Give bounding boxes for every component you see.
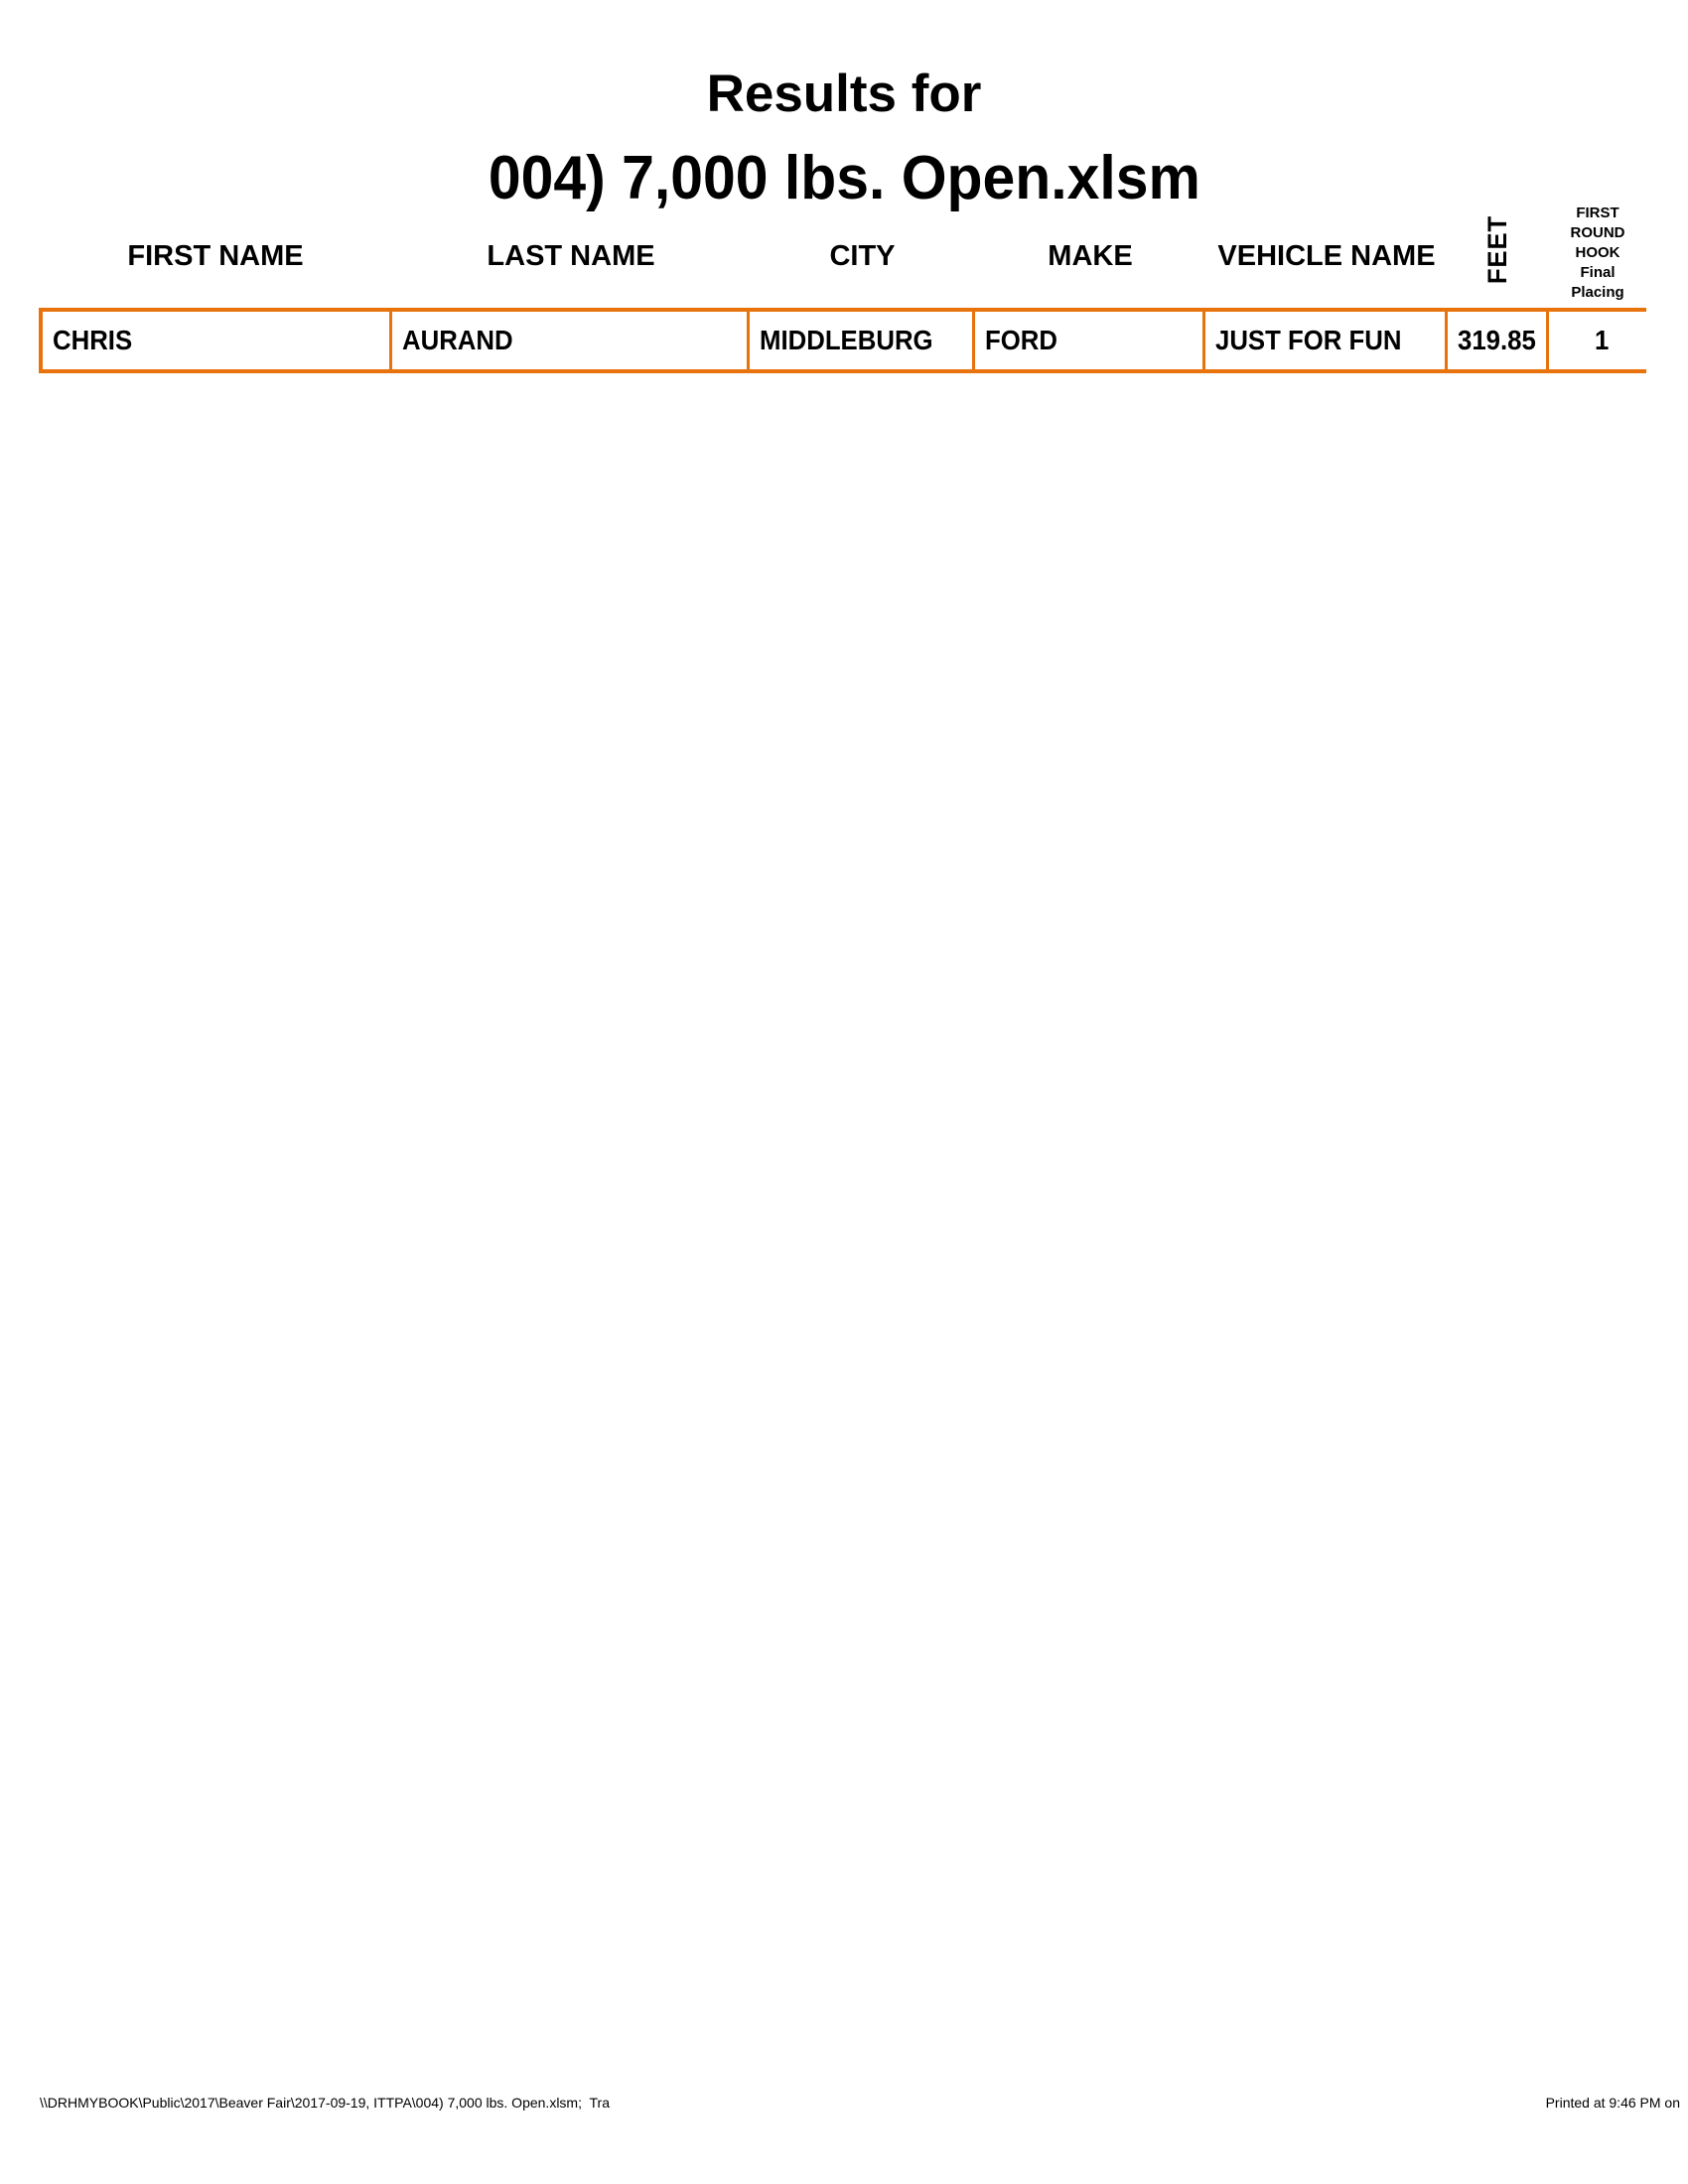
- cell-make: FORD: [975, 312, 1205, 369]
- table-header-row: [39, 194, 1646, 306]
- column-header-last-name: LAST NAME: [487, 240, 655, 272]
- footer-file-path: \\DRHMYBOOK\Public\2017\Beaver Fair\2017-09-19, ITTPA\004) 7,000 lbs. Open.xlsm; Tra: [40, 2095, 610, 2111]
- cell-vehicle-name: JUST FOR FUN: [1205, 312, 1448, 369]
- column-header-make: MAKE: [1048, 240, 1133, 272]
- placing-header-line1: FIRST: [1576, 205, 1619, 221]
- report-subtitle-filename: 004) 7,000 lbs. Open.xlsm: [488, 144, 1200, 212]
- cell-city: MIDDLEBURG: [750, 312, 975, 369]
- placing-header-line5: Placing: [1571, 284, 1624, 301]
- column-header-feet-rotated: [1448, 194, 1549, 306]
- column-header-vehicle-name: VEHICLE NAME: [1217, 240, 1436, 272]
- cell-final-placing: 1: [1595, 325, 1610, 355]
- footer-printed-timestamp: Printed at 9:46 PM on: [1545, 2095, 1680, 2111]
- column-header-first-name: FIRST NAME: [127, 240, 304, 272]
- table-row: [39, 308, 1646, 373]
- column-header-city: CITY: [829, 240, 896, 272]
- feet-vertical-label: FEET: [1482, 214, 1513, 285]
- placing-header-line2: ROUND: [1570, 224, 1625, 241]
- cell-last-name: AURAND: [392, 312, 750, 369]
- placing-header-line4: Final: [1580, 264, 1616, 281]
- placing-header-line3: HOOK: [1575, 244, 1620, 261]
- page-title: Results for: [706, 65, 982, 123]
- cell-first-name: CHRIS: [43, 312, 392, 369]
- cell-feet: 319.85: [1448, 312, 1549, 369]
- column-header-first-round-hook-final-placing: [1549, 194, 1646, 306]
